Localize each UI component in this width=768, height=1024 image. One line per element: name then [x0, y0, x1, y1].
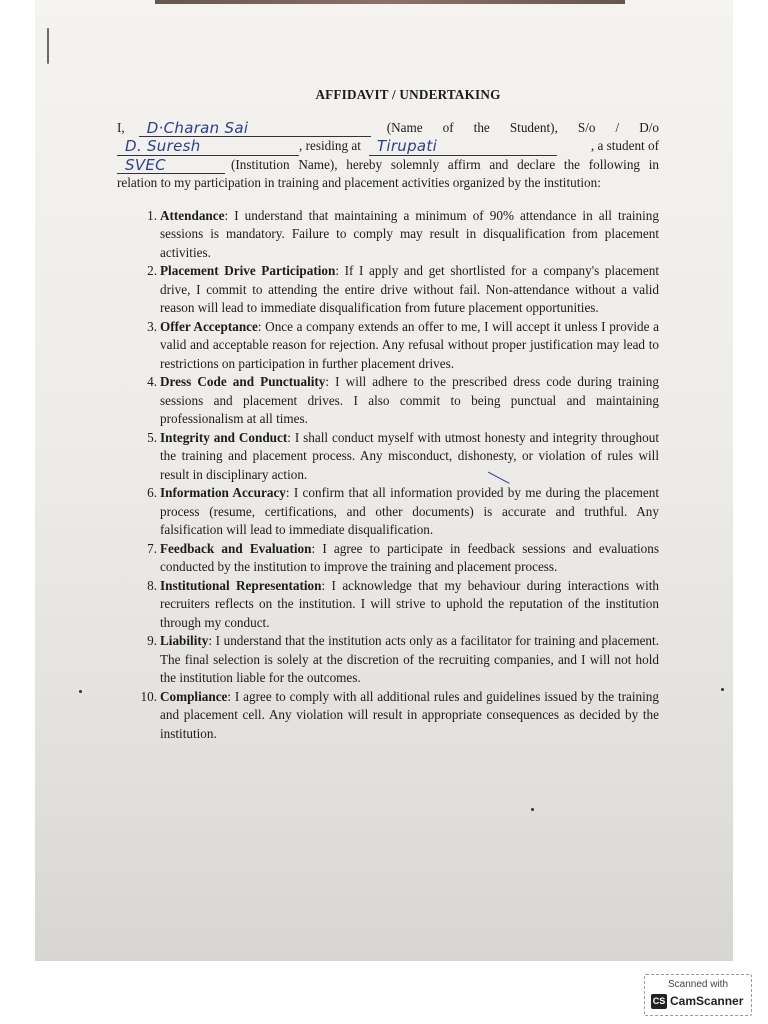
clause-heading: Information Accuracy [160, 485, 286, 500]
clause-heading: Feedback and Evaluation [160, 540, 312, 556]
clause-text: : I agree to participate in feedback sessions and evaluations conducted by the institution to improve the training and placement process. [160, 540, 659, 574]
clause-item [117, 540, 659, 577]
clause-number: 10. [140, 688, 157, 704]
clause-number: 2. [147, 263, 157, 278]
intro-line-3-suffix: (Institution Name), hereby solemnly affirm and declare the following in [231, 156, 659, 172]
intro-prefix: I, [117, 119, 125, 135]
clause-item [117, 262, 659, 318]
camscanner-logo-icon: CS [651, 994, 667, 1009]
clause-heading: Placement Drive Participation [160, 263, 336, 278]
clause-item [117, 318, 659, 374]
clause-text: : I confirm that all information provided by me during the placement process (resume, certifications, and other documents) is accurate and truthful. Any falsification will lead to immediate disqualification. [160, 485, 659, 537]
intro-line-4-text: relation to my participation in training and placement activities organized by the institution: [117, 175, 601, 190]
affidavit-document [117, 86, 659, 743]
clause-heading: Institutional Representation [160, 577, 322, 593]
clause-heading: Liability [160, 633, 209, 648]
student-of-text: , a student of [590, 138, 659, 153]
clause-item [117, 688, 659, 744]
clause-heading: Dress Code and Punctuality [160, 374, 326, 389]
student-name-handwriting: D·Charan Sai [146, 118, 249, 137]
clause-heading: Offer Acceptance [160, 318, 258, 334]
institution-handwriting: SVEC [125, 155, 166, 174]
scanned-with-text: Scanned with [667, 979, 729, 990]
clause-item [117, 577, 659, 633]
clause-text: : If I apply and get shortlisted for a company's placement drive, I commit to attending the entire drive without fail. Non-attendance without a valid reason will lead to immediate disqualification from future placement opportunities. [160, 263, 660, 315]
clause-number: 6. [147, 485, 157, 500]
stray-dot [721, 688, 724, 691]
residence-field [369, 139, 557, 156]
intro-line-1 [117, 119, 659, 138]
clause-text: : I acknowledge that my behaviour during interactions with recruiters reflects on the institution. I will strive to uphold the reputation of the institution through my conduct. [160, 577, 659, 630]
intro-line-2 [117, 137, 659, 156]
clause-text: : I will adhere to the prescribed dress code during training sessions and placement drives. I also commit to being punctual and maintaining professionalism at all times. [160, 374, 659, 426]
stray-dot [531, 808, 534, 811]
clause-text: : I shall conduct myself with utmost honesty and integrity throughout the training and placement process. Any misconduct, dishonesty, or violation of rules will result in disciplinary action. [160, 429, 659, 482]
clause-number: 4. [147, 374, 157, 389]
intro-line-4 [117, 174, 659, 193]
intro-line-3 [117, 156, 659, 175]
clause-text: : I understand that maintaining a minimum of 90% attendance in all training sessions is mandatory. Failure to comply may result in disqualification from placement activities. [160, 207, 659, 260]
stray-dot [79, 690, 82, 693]
camscanner-watermark [644, 974, 752, 1016]
top-edge-shadow [155, 0, 625, 4]
clause-text: : I understand that the institution acts only as a facilitator for training and placement. The final selection is solely at the discretion of the recruiting companies, and I will not hold the institution liable for the outcomes. [160, 633, 659, 685]
document-title: AFFIDAVIT / UNDERTAKING [315, 87, 501, 102]
residence-handwriting: Tirupati [376, 137, 438, 155]
clause-item [117, 429, 659, 485]
clause-text: : Once a company extends an offer to me, I will accept it unless I provide a valid and acceptable reason for rejection. Any refusal without proper justification may lead to restrictions on participation in further placement drives. [160, 318, 659, 371]
margin-pen-mark [47, 28, 49, 64]
clause-number: 9. [147, 633, 157, 648]
camscanner-brand-text: CamScanner [670, 994, 744, 1008]
intro-line-1-suffix: (Name of the Student), S/o / D/o [386, 119, 659, 135]
clause-text: : I agree to comply with all additional rules and guidelines issued by the training and placement cell. Any violation will result in appropriate consequences as decided by the institution. [160, 688, 659, 741]
undertaking-clauses [117, 207, 659, 744]
student-name-field [139, 120, 371, 137]
clause-item [117, 373, 659, 429]
clause-item [117, 207, 659, 263]
clause-number: 5. [147, 429, 157, 445]
declaration-intro [117, 119, 659, 193]
clause-number: 3. [147, 318, 157, 334]
clause-number: 8. [147, 577, 157, 593]
residing-text: , residing at [299, 138, 361, 153]
parent-name-handwriting: D. Suresh [125, 137, 201, 155]
clause-number: 7. [147, 540, 157, 556]
clause-heading: Attendance [160, 207, 225, 223]
clause-heading: Compliance [160, 688, 228, 704]
parent-name-field [117, 139, 299, 156]
clause-item [117, 484, 659, 540]
clause-item [117, 632, 659, 688]
clause-number: 1. [147, 207, 157, 223]
institution-field [117, 157, 225, 174]
scanned-paper [35, 0, 733, 961]
clause-heading: Integrity and Conduct [160, 429, 288, 445]
